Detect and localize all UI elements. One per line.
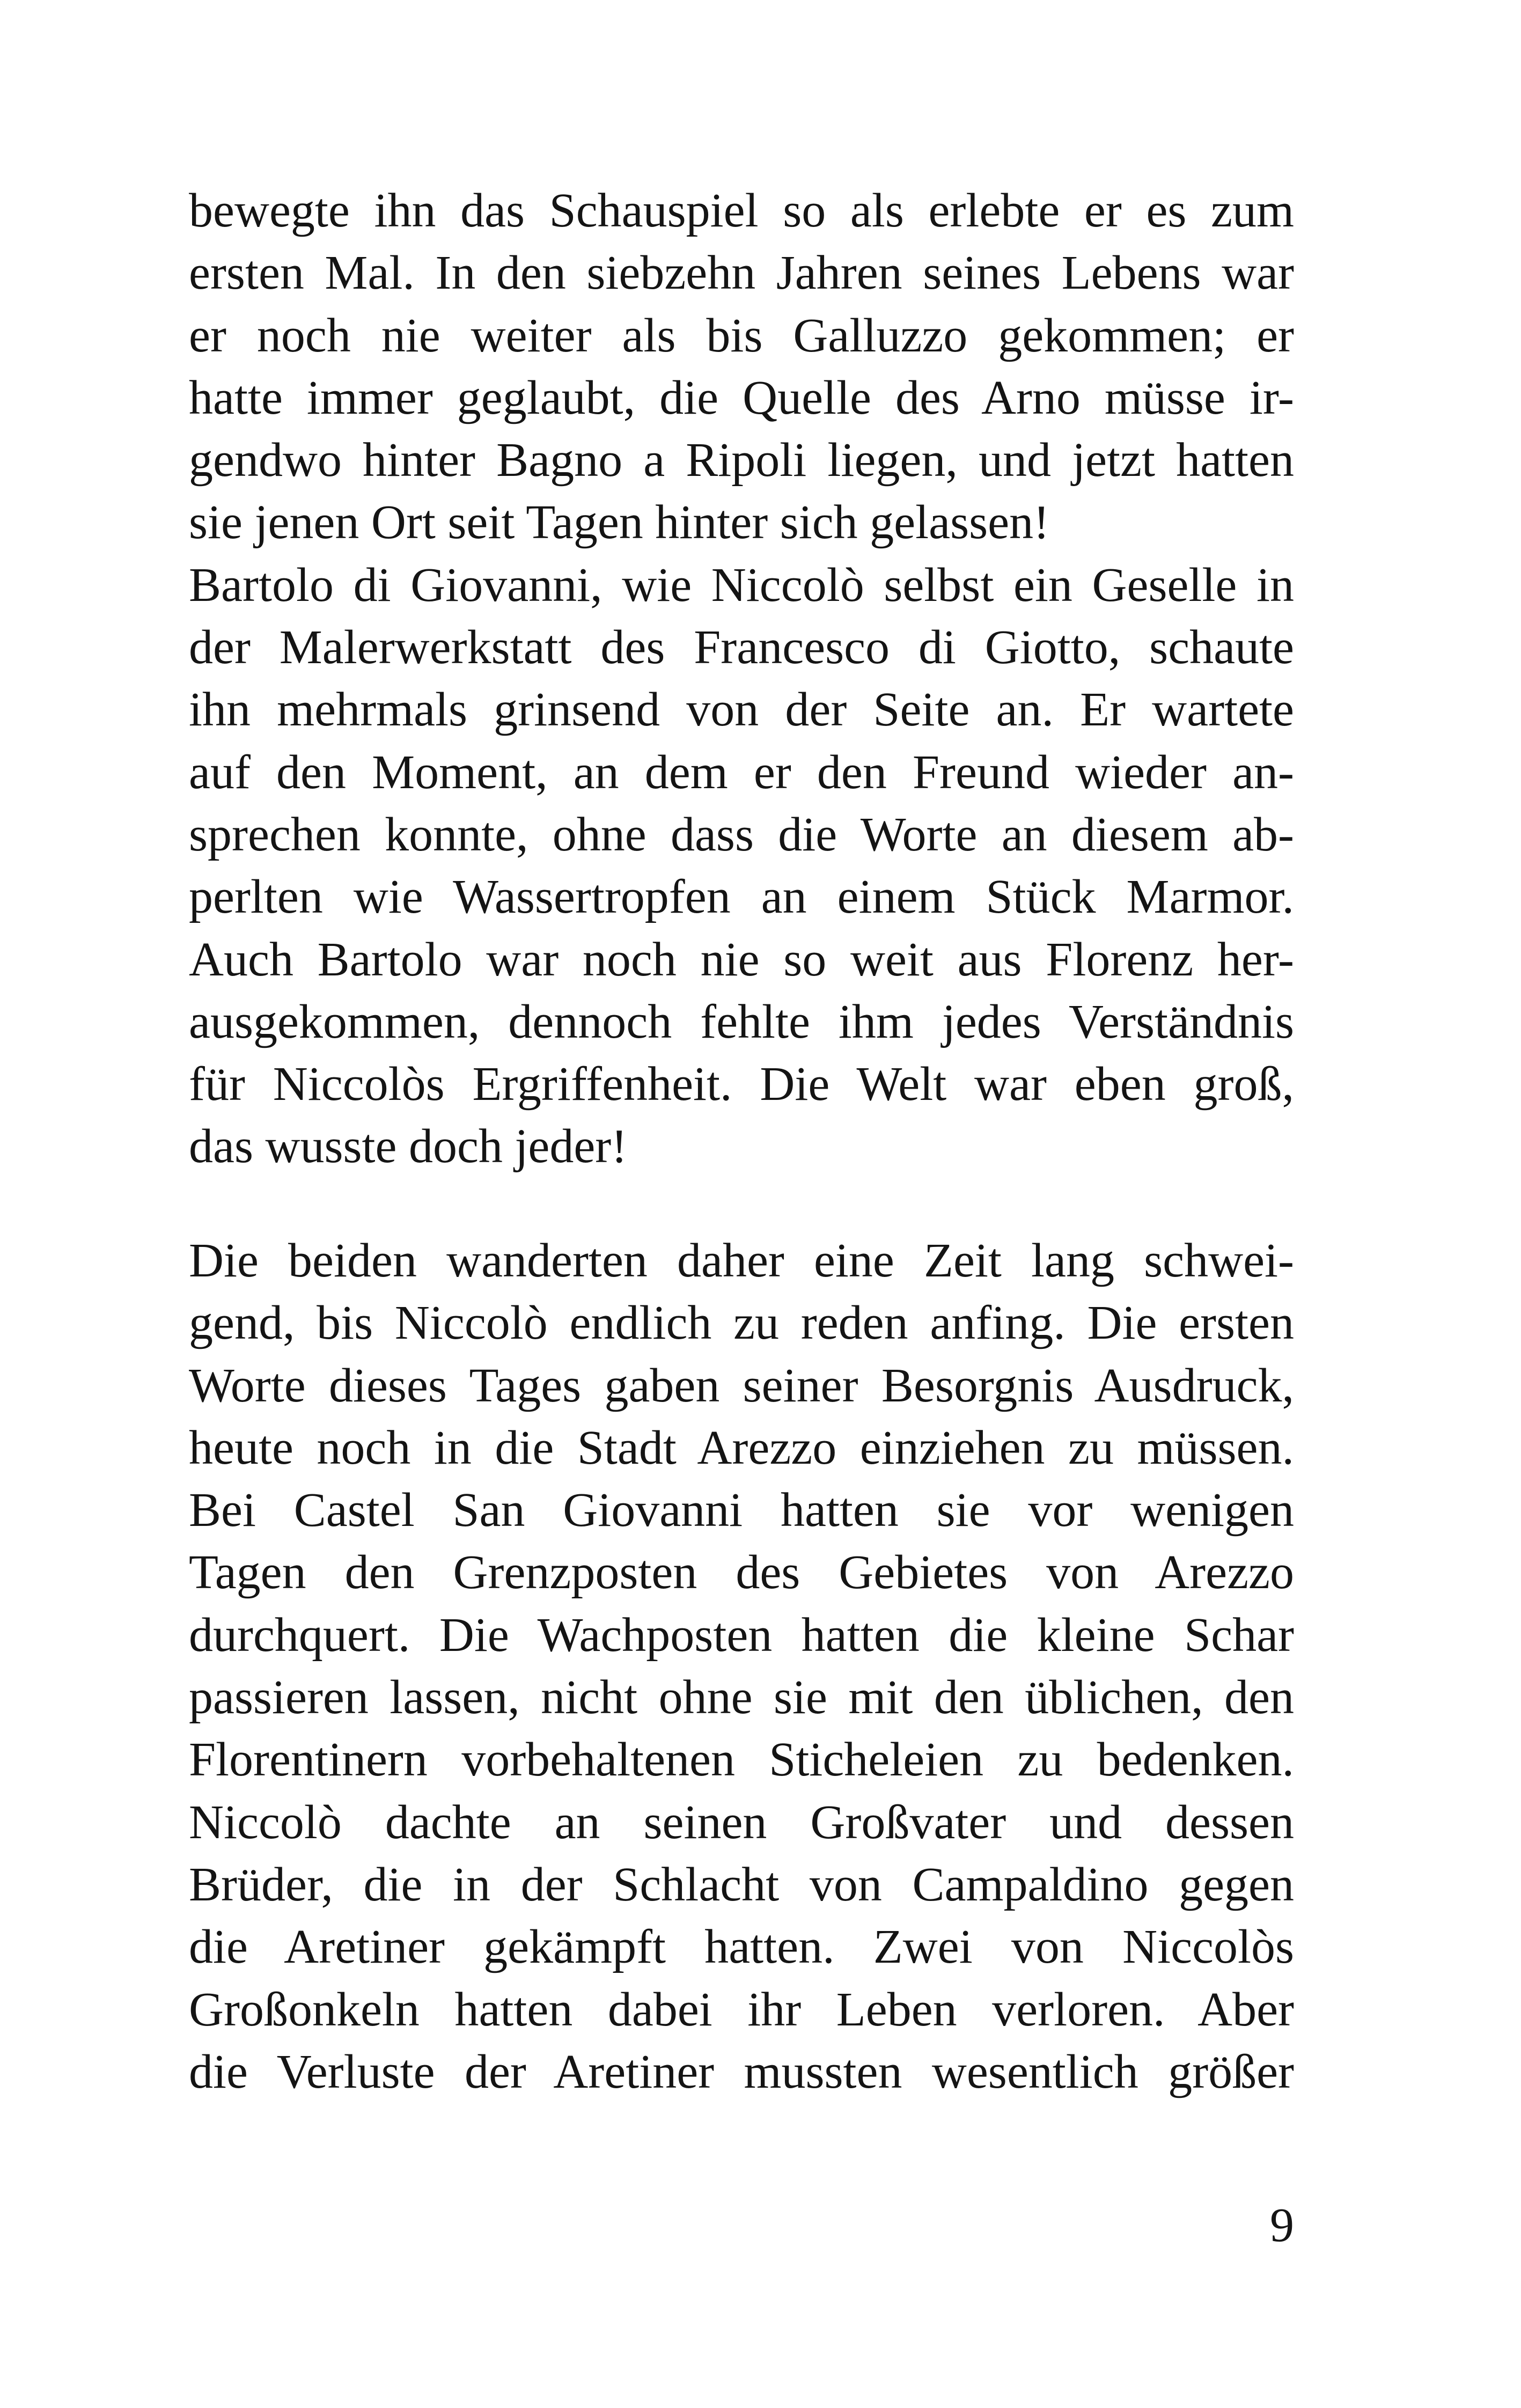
- text-line: ersten Mal. In den siebzehn Jahren seines Lebens war: [189, 246, 1294, 300]
- text-line: der Malerwerkstatt des Francesco di Giotto, schaute: [189, 621, 1294, 674]
- text-line: die Aretiner gekämpft hatten. Zwei von Niccolòs: [189, 1920, 1294, 1974]
- text-line: ihn mehrmals grinsend von der Seite an. Er wartete: [189, 683, 1294, 737]
- text-line: die Verluste der Aretiner mussten wesentlich größer: [189, 2045, 1294, 2098]
- text-line: Florentinern vorbehaltenen Sticheleien zu bedenken.: [189, 1733, 1294, 1787]
- text-line: hatte immer geglaubt, die Quelle des Arno müsse ir-: [189, 371, 1294, 424]
- text-line: sie jenen Ort seit Tagen hinter sich gelassen!: [189, 496, 1050, 549]
- text-line: heute noch in die Stadt Arezzo einziehen zu müssen.: [189, 1421, 1294, 1474]
- text-line: Brüder, die in der Schlacht von Campaldino gegen: [189, 1858, 1294, 1911]
- paragraph-2: [189, 1230, 1294, 2103]
- text-line: Worte dieses Tages gaben seiner Besorgnis Ausdruck,: [189, 1359, 1294, 1412]
- text-line: Auch Bartolo war noch nie so weit aus Florenz her-: [189, 933, 1294, 986]
- text-line: er noch nie weiter als bis Galluzzo gekommen; er: [189, 309, 1294, 362]
- text-line: Tagen den Grenzposten des Gebietes von Arezzo: [189, 1546, 1294, 1599]
- text-line: durchquert. Die Wachposten hatten die kleine Schar: [189, 1608, 1294, 1662]
- text-line: bewegte ihn das Schauspiel so als erlebte er es zum: [189, 184, 1294, 237]
- text-line: sprechen konnte, ohne dass die Worte an diesem ab-: [189, 807, 1294, 861]
- text-line: gend, bis Niccolò endlich zu reden anfing. Die ersten: [189, 1296, 1294, 1350]
- text-line: passieren lassen, nicht ohne sie mit den üblichen, den: [189, 1671, 1294, 1724]
- text-line: Die beiden wanderten daher eine Zeit lang schwei-: [189, 1234, 1294, 1287]
- text-line: gendwo hinter Bagno a Ripoli liegen, und jetzt hatten: [189, 434, 1294, 487]
- text-line: Niccolò dachte an seinen Großvater und dessen: [189, 1795, 1294, 1849]
- text-line: für Niccolòs Ergriffenheit. Die Welt war eben groß,: [189, 1058, 1294, 1111]
- text-line: auf den Moment, an dem er den Freund wieder an-: [189, 745, 1294, 799]
- text-line: Bartolo di Giovanni, wie Niccolò selbst ein Geselle in: [189, 558, 1294, 612]
- text-line: perlten wie Wassertropfen an einem Stück Marmor.: [189, 870, 1294, 924]
- text-line: ausgekommen, dennoch fehlte ihm jedes Verständnis: [189, 995, 1294, 1048]
- text-line: Bei Castel San Giovanni hatten sie vor wenigen: [189, 1484, 1294, 1537]
- text-line: das wusste doch jeder!: [189, 1120, 628, 1173]
- page-number: 9: [1270, 2199, 1294, 2252]
- paragraph-1: [189, 180, 1294, 1178]
- text-line: Großonkeln hatten dabei ihr Leben verloren. Aber: [189, 1983, 1294, 2036]
